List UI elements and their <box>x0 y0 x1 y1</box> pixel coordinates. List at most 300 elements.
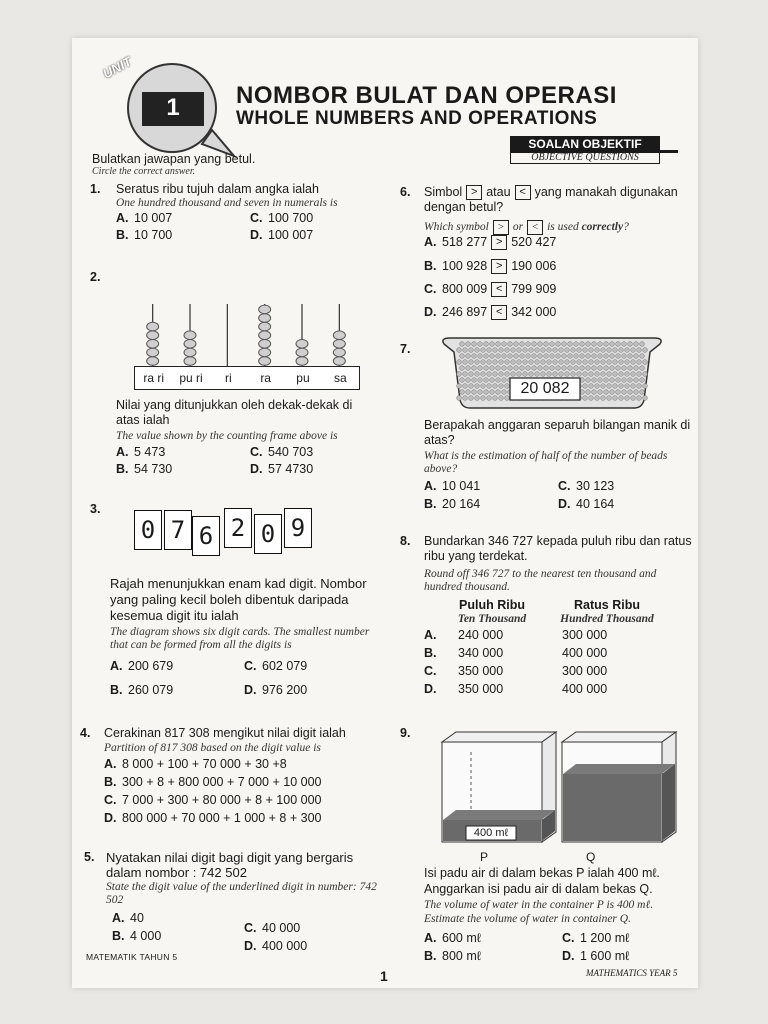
bowl-bead <box>553 360 558 365</box>
bowl-bead <box>550 354 555 359</box>
bowl-bead <box>637 384 642 389</box>
bowl-bead <box>457 396 462 401</box>
unit-word: UNIT <box>100 53 135 82</box>
bowl-bead <box>607 372 612 377</box>
q6-number: 6. <box>400 185 411 199</box>
bowl-bead <box>532 366 537 371</box>
bowl-bead <box>499 396 504 401</box>
abacus-bead <box>296 357 308 366</box>
q9-text-english-1: The volume of water in the container P is 400 mℓ. <box>424 899 654 911</box>
q4-option-b[interactable]: B. 300 + 8 + 800 000 + 7 000 + 10 000 <box>104 775 322 789</box>
digit-card: 2 <box>224 508 252 548</box>
bowl-bead <box>559 348 564 353</box>
q3-option-d[interactable]: D. 976 200 <box>244 683 308 697</box>
bowl-bead <box>505 396 510 401</box>
q6-option-b[interactable]: B. 100 928 > 190 006 <box>424 259 557 273</box>
container-q-label: Q <box>586 850 596 864</box>
abacus-bead <box>259 331 271 340</box>
q1-text-english: One hundred thousand and seven in numerals is <box>116 197 338 209</box>
bowl-bead <box>460 378 465 383</box>
worksheet-page <box>72 38 698 988</box>
q2-option-a[interactable]: A. 5 473 <box>116 445 166 459</box>
bowl-bead <box>613 396 618 401</box>
bowl-bead <box>568 342 573 347</box>
bowl-bead <box>613 348 618 353</box>
q8-option-a[interactable]: A. 240 000 300 000 <box>424 628 608 642</box>
bead-bowl-figure <box>438 336 666 412</box>
q1-number: 1. <box>90 182 101 196</box>
q8-col2-subheader: Hundred Thousand <box>560 613 654 625</box>
bowl-bead <box>490 390 495 395</box>
bowl-bead <box>532 354 537 359</box>
q3-number: 3. <box>90 502 101 516</box>
bowl-bead <box>577 360 582 365</box>
bowl-bead <box>457 372 462 377</box>
bowl-bead <box>628 342 633 347</box>
q5-option-b[interactable]: B. 4 000 <box>112 929 162 943</box>
bowl-bead <box>529 372 534 377</box>
q2-option-b[interactable]: B. 54 730 <box>116 462 173 476</box>
bowl-bead <box>550 342 555 347</box>
bowl-bead <box>499 372 504 377</box>
bowl-bead <box>472 354 477 359</box>
bowl-bead <box>487 384 492 389</box>
bowl-bead <box>613 360 618 365</box>
abacus-bead <box>333 331 345 340</box>
bowl-bead <box>589 348 594 353</box>
bowl-bead <box>622 378 627 383</box>
bowl-bead <box>619 360 624 365</box>
bowl-bead <box>487 396 492 401</box>
bowl-bead <box>643 360 648 365</box>
bowl-bead <box>511 348 516 353</box>
abacus-bead <box>259 340 271 349</box>
bowl-bead <box>499 360 504 365</box>
bowl-bead <box>493 372 498 377</box>
bowl-bead <box>595 396 600 401</box>
bowl-bead <box>622 390 627 395</box>
q7-option-d[interactable]: D. 40 164 <box>558 497 615 511</box>
bowl-bead <box>478 378 483 383</box>
bowl-number-label: 20 082 <box>520 380 570 397</box>
bowl-bead <box>562 342 567 347</box>
bowl-bead <box>493 396 498 401</box>
bowl-bead <box>553 348 558 353</box>
q8-option-c[interactable]: C. 350 000 300 000 <box>424 664 608 678</box>
bowl-bead <box>604 390 609 395</box>
q8-col1-subheader: Ten Thousand <box>457 613 527 625</box>
bowl-bead <box>508 366 513 371</box>
abacus-label: ri <box>224 371 232 385</box>
bowl-bead <box>502 342 507 347</box>
bowl-bead <box>505 360 510 365</box>
bowl-bead <box>523 372 528 377</box>
less-than-symbol: < <box>515 185 531 200</box>
bowl-bead <box>535 360 540 365</box>
bowl-bead <box>619 384 624 389</box>
bowl-bead <box>619 348 624 353</box>
bowl-bead <box>577 348 582 353</box>
bowl-bead <box>580 366 585 371</box>
bowl-bead <box>457 348 462 353</box>
bowl-bead <box>478 342 483 347</box>
bowl-bead <box>517 360 522 365</box>
bowl-bead <box>529 360 534 365</box>
bowl-bead <box>544 354 549 359</box>
bowl-bead <box>487 348 492 353</box>
bowl-bead <box>583 372 588 377</box>
page-number: 1 <box>380 968 388 984</box>
bowl-bead <box>631 396 636 401</box>
badge-line <box>660 150 678 153</box>
q9-option-c[interactable]: C. 1 200 mℓ <box>562 931 630 945</box>
q5-option-d[interactable]: D. 400 000 <box>244 939 308 953</box>
bowl-bead <box>460 354 465 359</box>
bowl-bead <box>610 342 615 347</box>
q6-text-malay: Simbol > atau < yang manakah digunakan dengan betul? <box>424 185 678 215</box>
bowl-bead <box>523 348 528 353</box>
q3-option-b[interactable]: B. 260 079 <box>110 683 174 697</box>
bowl-bead <box>628 378 633 383</box>
digit-card: 0 <box>254 514 282 554</box>
bowl-bead <box>547 372 552 377</box>
q8-option-d[interactable]: D. 350 000 400 000 <box>424 682 608 696</box>
q2-text-malay: Nilai yang ditunjukkan oleh dekak-dekak di atas ialah <box>116 398 353 427</box>
bowl-bead <box>502 390 507 395</box>
bowl-bead <box>583 396 588 401</box>
bowl-bead <box>508 342 513 347</box>
q5-option-c[interactable]: C. 40 000 <box>244 921 301 935</box>
bowl-bead <box>643 396 648 401</box>
q9-option-b[interactable]: B. 800 mℓ <box>424 949 481 963</box>
bowl-bead <box>493 384 498 389</box>
q8-col1-header: Puluh Ribu <box>459 598 525 612</box>
bowl-bead <box>487 372 492 377</box>
bowl-bead <box>496 342 501 347</box>
q7-text-malay: Berapakah anggaran separuh bilangan manik di atas? <box>424 418 691 447</box>
bowl-bead <box>499 384 504 389</box>
bowl-bead <box>640 354 645 359</box>
bowl-bead <box>457 384 462 389</box>
q6-option-c[interactable]: C. 800 009 < 799 909 <box>424 282 557 296</box>
digit-card: 0 <box>134 510 162 550</box>
bowl-bead <box>643 348 648 353</box>
bowl-bead <box>637 348 642 353</box>
bowl-bead <box>598 342 603 347</box>
bowl-bead <box>616 342 621 347</box>
bowl-bead <box>628 354 633 359</box>
bowl-bead <box>634 366 639 371</box>
abacus-bead <box>259 305 271 314</box>
bowl-bead <box>616 354 621 359</box>
bowl-bead <box>640 390 645 395</box>
abacus-bead <box>296 340 308 349</box>
q8-col2-header: Ratus Ribu <box>574 598 640 612</box>
bowl-bead <box>634 342 639 347</box>
bowl-bead <box>622 354 627 359</box>
bowl-bead <box>478 390 483 395</box>
q2-number: 2. <box>90 270 101 284</box>
q6-option-a[interactable]: A. 518 277 > 520 427 <box>424 235 557 249</box>
bowl-bead <box>583 384 588 389</box>
footer-subject-malay: MATEMATIK TAHUN 5 <box>86 952 178 962</box>
bowl-bead <box>490 378 495 383</box>
bowl-bead <box>463 396 468 401</box>
bowl-bead <box>505 372 510 377</box>
abacus-bead <box>147 331 159 340</box>
bowl-bead <box>463 384 468 389</box>
instruction-malay: Bulatkan jawapan yang betul. <box>92 152 256 166</box>
bowl-bead <box>472 390 477 395</box>
bowl-bead <box>520 342 525 347</box>
bowl-bead <box>490 354 495 359</box>
bowl-bead <box>526 366 531 371</box>
bowl-bead <box>556 342 561 347</box>
abacus-bead <box>333 340 345 349</box>
bowl-bead <box>562 366 567 371</box>
bowl-bead <box>586 354 591 359</box>
abacus-bead <box>259 357 271 366</box>
bowl-bead <box>592 390 597 395</box>
q3-text-malay: Rajah menunjukkan enam kad digit. Nombor yang paling kecil boleh dibentuk daripada kesemua digit itu ialah <box>110 576 367 623</box>
bowl-bead <box>517 348 522 353</box>
bowl-bead <box>475 396 480 401</box>
container-p-volume-label: 400 mℓ <box>473 827 509 839</box>
abacus-bead <box>147 348 159 357</box>
bowl-bead <box>607 360 612 365</box>
bowl-bead <box>604 378 609 383</box>
abacus-bead <box>184 340 196 349</box>
bowl-bead <box>550 366 555 371</box>
q3-option-a[interactable]: A. 200 679 <box>110 659 174 673</box>
bowl-bead <box>574 366 579 371</box>
bowl-bead <box>625 372 630 377</box>
bowl-bead <box>466 354 471 359</box>
bowl-bead <box>589 396 594 401</box>
bowl-bead <box>502 366 507 371</box>
bowl-bead <box>559 360 564 365</box>
q1-option-b[interactable]: B. 10 700 <box>116 228 173 242</box>
bowl-bead <box>622 342 627 347</box>
q7-option-a[interactable]: A. 10 041 <box>424 479 481 493</box>
bowl-bead <box>469 396 474 401</box>
bowl-bead <box>523 360 528 365</box>
bowl-bead <box>481 360 486 365</box>
bowl-bead <box>469 348 474 353</box>
abacus-label-bar <box>134 366 360 390</box>
bowl-bead <box>640 366 645 371</box>
q1-option-d[interactable]: D. 100 007 <box>250 228 314 242</box>
bowl-bead <box>502 378 507 383</box>
bowl-bead <box>502 354 507 359</box>
bowl-bead <box>604 342 609 347</box>
bowl-bead <box>592 366 597 371</box>
bowl-bead <box>589 372 594 377</box>
abacus-label: sa <box>333 371 347 385</box>
q9-option-d[interactable]: D. 1 600 mℓ <box>562 949 630 963</box>
q8-text-malay: Bundarkan 346 727 kepada puluh ribu dan ratus ribu yang terdekat. <box>424 534 692 563</box>
bowl-bead <box>601 372 606 377</box>
bowl-bead <box>490 342 495 347</box>
q8-option-b[interactable]: B. 340 000 400 000 <box>424 646 608 660</box>
bowl-bead <box>583 360 588 365</box>
q8-text-english: Round off 346 727 to the nearest ten thousand and hundred thousand. <box>424 568 657 593</box>
q4-option-c[interactable]: C. 7 000 + 300 + 80 000 + 8 + 100 000 <box>104 793 322 807</box>
bowl-bead <box>526 354 531 359</box>
bowl-bead <box>490 366 495 371</box>
bowl-bead <box>628 390 633 395</box>
bowl-bead <box>631 372 636 377</box>
q2-option-c[interactable]: C. 540 703 <box>250 445 314 459</box>
bowl-bead <box>580 342 585 347</box>
q9-option-a[interactable]: A. 600 mℓ <box>424 931 481 945</box>
bowl-bead <box>595 360 600 365</box>
bowl-bead <box>475 372 480 377</box>
title-malay: NOMBOR BULAT DAN OPERASI <box>236 82 617 109</box>
bowl-bead <box>601 384 606 389</box>
q1-option-c[interactable]: C. 100 700 <box>250 211 314 225</box>
bowl-bead <box>484 354 489 359</box>
q4-option-d[interactable]: D. 800 000 + 70 000 + 1 000 + 8 + 300 <box>104 811 322 825</box>
digit-cards <box>134 508 324 552</box>
bowl-bead <box>631 360 636 365</box>
bowl-bead <box>607 396 612 401</box>
abacus-bead <box>147 340 159 349</box>
bowl-bead <box>637 372 642 377</box>
bowl-bead <box>610 366 615 371</box>
bowl-bead <box>607 384 612 389</box>
abacus-bead <box>184 357 196 366</box>
bowl-bead <box>520 366 525 371</box>
bowl-bead <box>496 366 501 371</box>
bowl-bead <box>511 372 516 377</box>
q7-number: 7. <box>400 342 411 356</box>
bowl-bead <box>472 366 477 371</box>
abacus-label: ra <box>260 371 271 385</box>
q1-option-a[interactable]: A. 10 007 <box>116 211 173 225</box>
bowl-bead <box>589 384 594 389</box>
footer-subject-english: MATHEMATICS YEAR 5 <box>586 968 678 978</box>
q2-text-english: The value shown by the counting frame above is <box>116 430 338 442</box>
bowl-bead <box>601 348 606 353</box>
unit-number: 1 <box>166 94 180 121</box>
bowl-bead <box>571 372 576 377</box>
bowl-bead <box>475 348 480 353</box>
bowl-bead <box>538 342 543 347</box>
bowl-bead <box>541 360 546 365</box>
bowl-bead <box>541 348 546 353</box>
bowl-bead <box>571 348 576 353</box>
bowl-bead <box>496 390 501 395</box>
q5-option-a[interactable]: A. 40 <box>112 911 144 925</box>
bowl-bead <box>595 372 600 377</box>
bowl-bead <box>514 354 519 359</box>
bowl-bead <box>463 372 468 377</box>
q7-option-b[interactable]: B. 20 164 <box>424 497 481 511</box>
bowl-bead <box>481 384 486 389</box>
bowl-bead <box>613 372 618 377</box>
bowl-bead <box>610 354 615 359</box>
q6-option-d[interactable]: D. 246 897 < 342 000 <box>424 305 557 319</box>
bowl-bead <box>637 360 642 365</box>
bowl-bead <box>460 390 465 395</box>
bowl-bead <box>505 384 510 389</box>
q2-option-d[interactable]: D. 57 4730 <box>250 462 314 476</box>
bowl-bead <box>613 384 618 389</box>
q9-text-english-2: Estimate the volume of water in container Q. <box>424 913 631 925</box>
bowl-bead <box>553 372 558 377</box>
section-badge-malay: SOALAN OBJEKTIF <box>510 136 660 152</box>
bowl-bead <box>487 360 492 365</box>
bowl-bead <box>541 372 546 377</box>
bowl-bead <box>586 342 591 347</box>
abacus-label: pu ri <box>179 371 203 385</box>
q9-number: 9. <box>400 726 411 740</box>
digit-card: 9 <box>284 508 312 548</box>
abacus-bead <box>259 348 271 357</box>
bowl-bead <box>616 378 621 383</box>
q8-number: 8. <box>400 534 411 548</box>
bowl-bead <box>598 390 603 395</box>
bowl-bead <box>496 378 501 383</box>
bowl-bead <box>637 396 642 401</box>
digit-card: 7 <box>164 510 192 550</box>
bowl-bead <box>544 342 549 347</box>
bowl-bead <box>625 396 630 401</box>
bowl-bead <box>529 348 534 353</box>
greater-than-symbol: > <box>466 185 482 200</box>
q4-option-a[interactable]: A. 8 000 + 100 + 70 000 + 30 +8 <box>104 757 287 771</box>
abacus-bead <box>333 348 345 357</box>
q9-text-malay-2: Anggarkan isi padu air di dalam bekas Q. <box>424 882 653 896</box>
abacus-bead <box>259 314 271 323</box>
abacus-bead <box>147 357 159 366</box>
abacus-bead <box>147 322 159 331</box>
q9-text-malay-1: Isi padu air di dalam bekas P ialah 400 mℓ. <box>424 866 660 880</box>
bowl-bead <box>472 342 477 347</box>
bowl-bead <box>616 390 621 395</box>
q3-option-c[interactable]: C. 602 079 <box>244 659 308 673</box>
bowl-bead <box>457 360 462 365</box>
bowl-bead <box>610 378 615 383</box>
bowl-bead <box>634 390 639 395</box>
bowl-bead <box>634 378 639 383</box>
bowl-bead <box>499 348 504 353</box>
bowl-bead <box>484 342 489 347</box>
bowl-bead <box>586 366 591 371</box>
bowl-bead <box>526 342 531 347</box>
bowl-bead <box>619 396 624 401</box>
bowl-bead <box>481 372 486 377</box>
bowl-bead <box>619 372 624 377</box>
bowl-bead <box>466 342 471 347</box>
bowl-bead <box>469 372 474 377</box>
bowl-bead <box>514 366 519 371</box>
q7-option-c[interactable]: C. 30 123 <box>558 479 615 493</box>
q1-text-malay: Seratus ribu tujuh dalam angka ialah <box>116 182 319 196</box>
bowl-bead <box>469 384 474 389</box>
bowl-bead <box>547 360 552 365</box>
q4-text-english: Partition of 817 308 based on the digit value is <box>104 742 321 754</box>
bowl-bead <box>598 354 603 359</box>
bowl-bead <box>535 372 540 377</box>
bowl-bead <box>484 378 489 383</box>
bowl-bead <box>604 366 609 371</box>
bowl-bead <box>556 366 561 371</box>
q4-text-malay: Cerakinan 817 308 mengikut nilai digit ialah <box>104 726 346 740</box>
bowl-bead <box>592 342 597 347</box>
bowl-bead <box>508 354 513 359</box>
